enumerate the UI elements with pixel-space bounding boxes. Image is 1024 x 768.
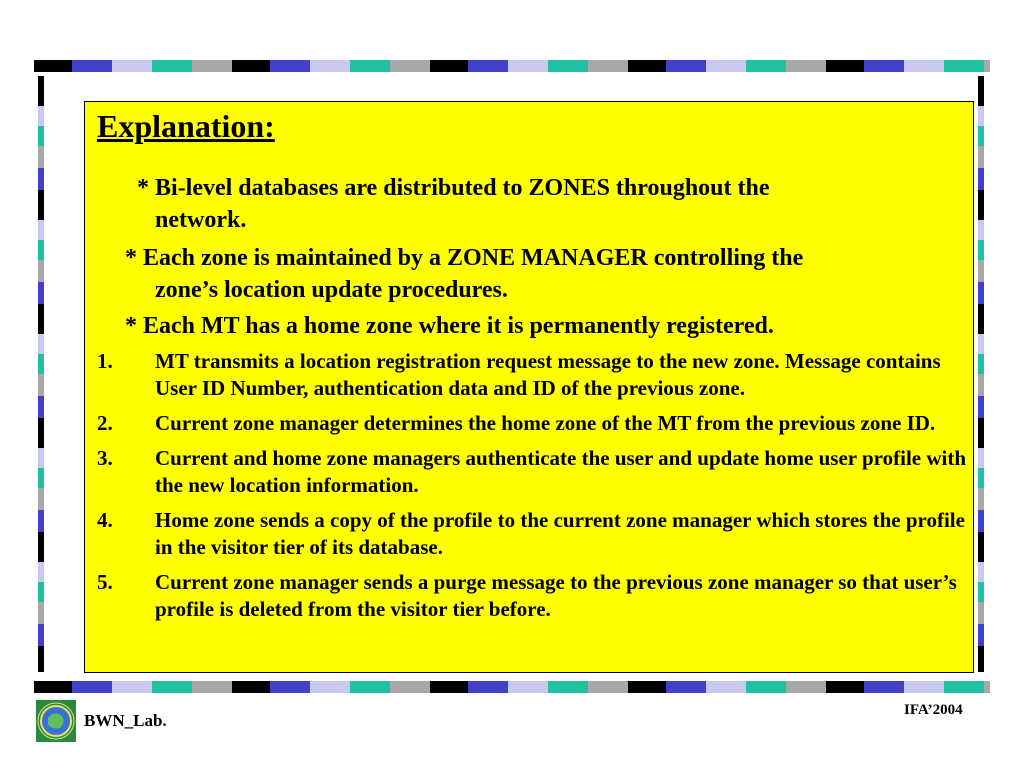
step-text: Current zone manager determines the home zone of the MT from the previous zone ID. — [155, 411, 936, 435]
step-text: MT transmits a location registration request message to the new zone. Message contains User ID Number, authentication data and ID of the previous zone. — [155, 349, 941, 400]
bullet-line: * Each MT has a home zone where it is permanently registered. — [125, 313, 774, 339]
procedure-steps-list — [97, 348, 967, 631]
list-item — [97, 569, 967, 623]
footer-event: IFA’2004 — [904, 702, 963, 718]
list-item — [97, 507, 967, 561]
top-border-stripe — [34, 60, 990, 72]
bullet-line-continued: network. — [155, 207, 247, 233]
left-border-stripe — [38, 76, 44, 672]
list-item — [97, 410, 967, 437]
step-number: 3. — [97, 446, 113, 470]
footer-lab-name: BWN_Lab. — [84, 711, 167, 730]
step-text: Current zone manager sends a purge message to the previous zone manager so that user’s profile is deleted from the visitor tier before. — [155, 570, 957, 621]
bottom-border-stripe — [34, 681, 990, 693]
list-item — [97, 348, 967, 402]
step-number: 4. — [97, 508, 113, 532]
bullet-bilevel-databases — [137, 172, 997, 236]
step-text: Home zone sends a copy of the profile to the current zone manager which stores the profile in the visitor tier of its database. — [155, 508, 965, 559]
step-number: 5. — [97, 570, 113, 594]
step-number: 1. — [97, 349, 113, 373]
list-item — [97, 445, 967, 499]
step-text: Current and home zone managers authenticate the user and update home user profile with the new location information. — [155, 446, 967, 497]
bullet-line: * Each zone is maintained by a ZONE MANAGER controlling the — [125, 245, 804, 271]
explanation-box — [84, 101, 974, 673]
bullet-line: * Bi-level databases are distributed to ZONES throughout the — [137, 175, 770, 201]
step-number: 2. — [97, 411, 113, 435]
bullet-home-zone — [125, 310, 985, 342]
bullet-line-continued: zone’s location update procedures. — [155, 277, 508, 303]
bullet-zone-manager — [125, 242, 985, 306]
right-border-stripe — [978, 76, 984, 672]
lab-logo — [36, 700, 76, 742]
slide-title: Explanation: — [97, 108, 275, 144]
